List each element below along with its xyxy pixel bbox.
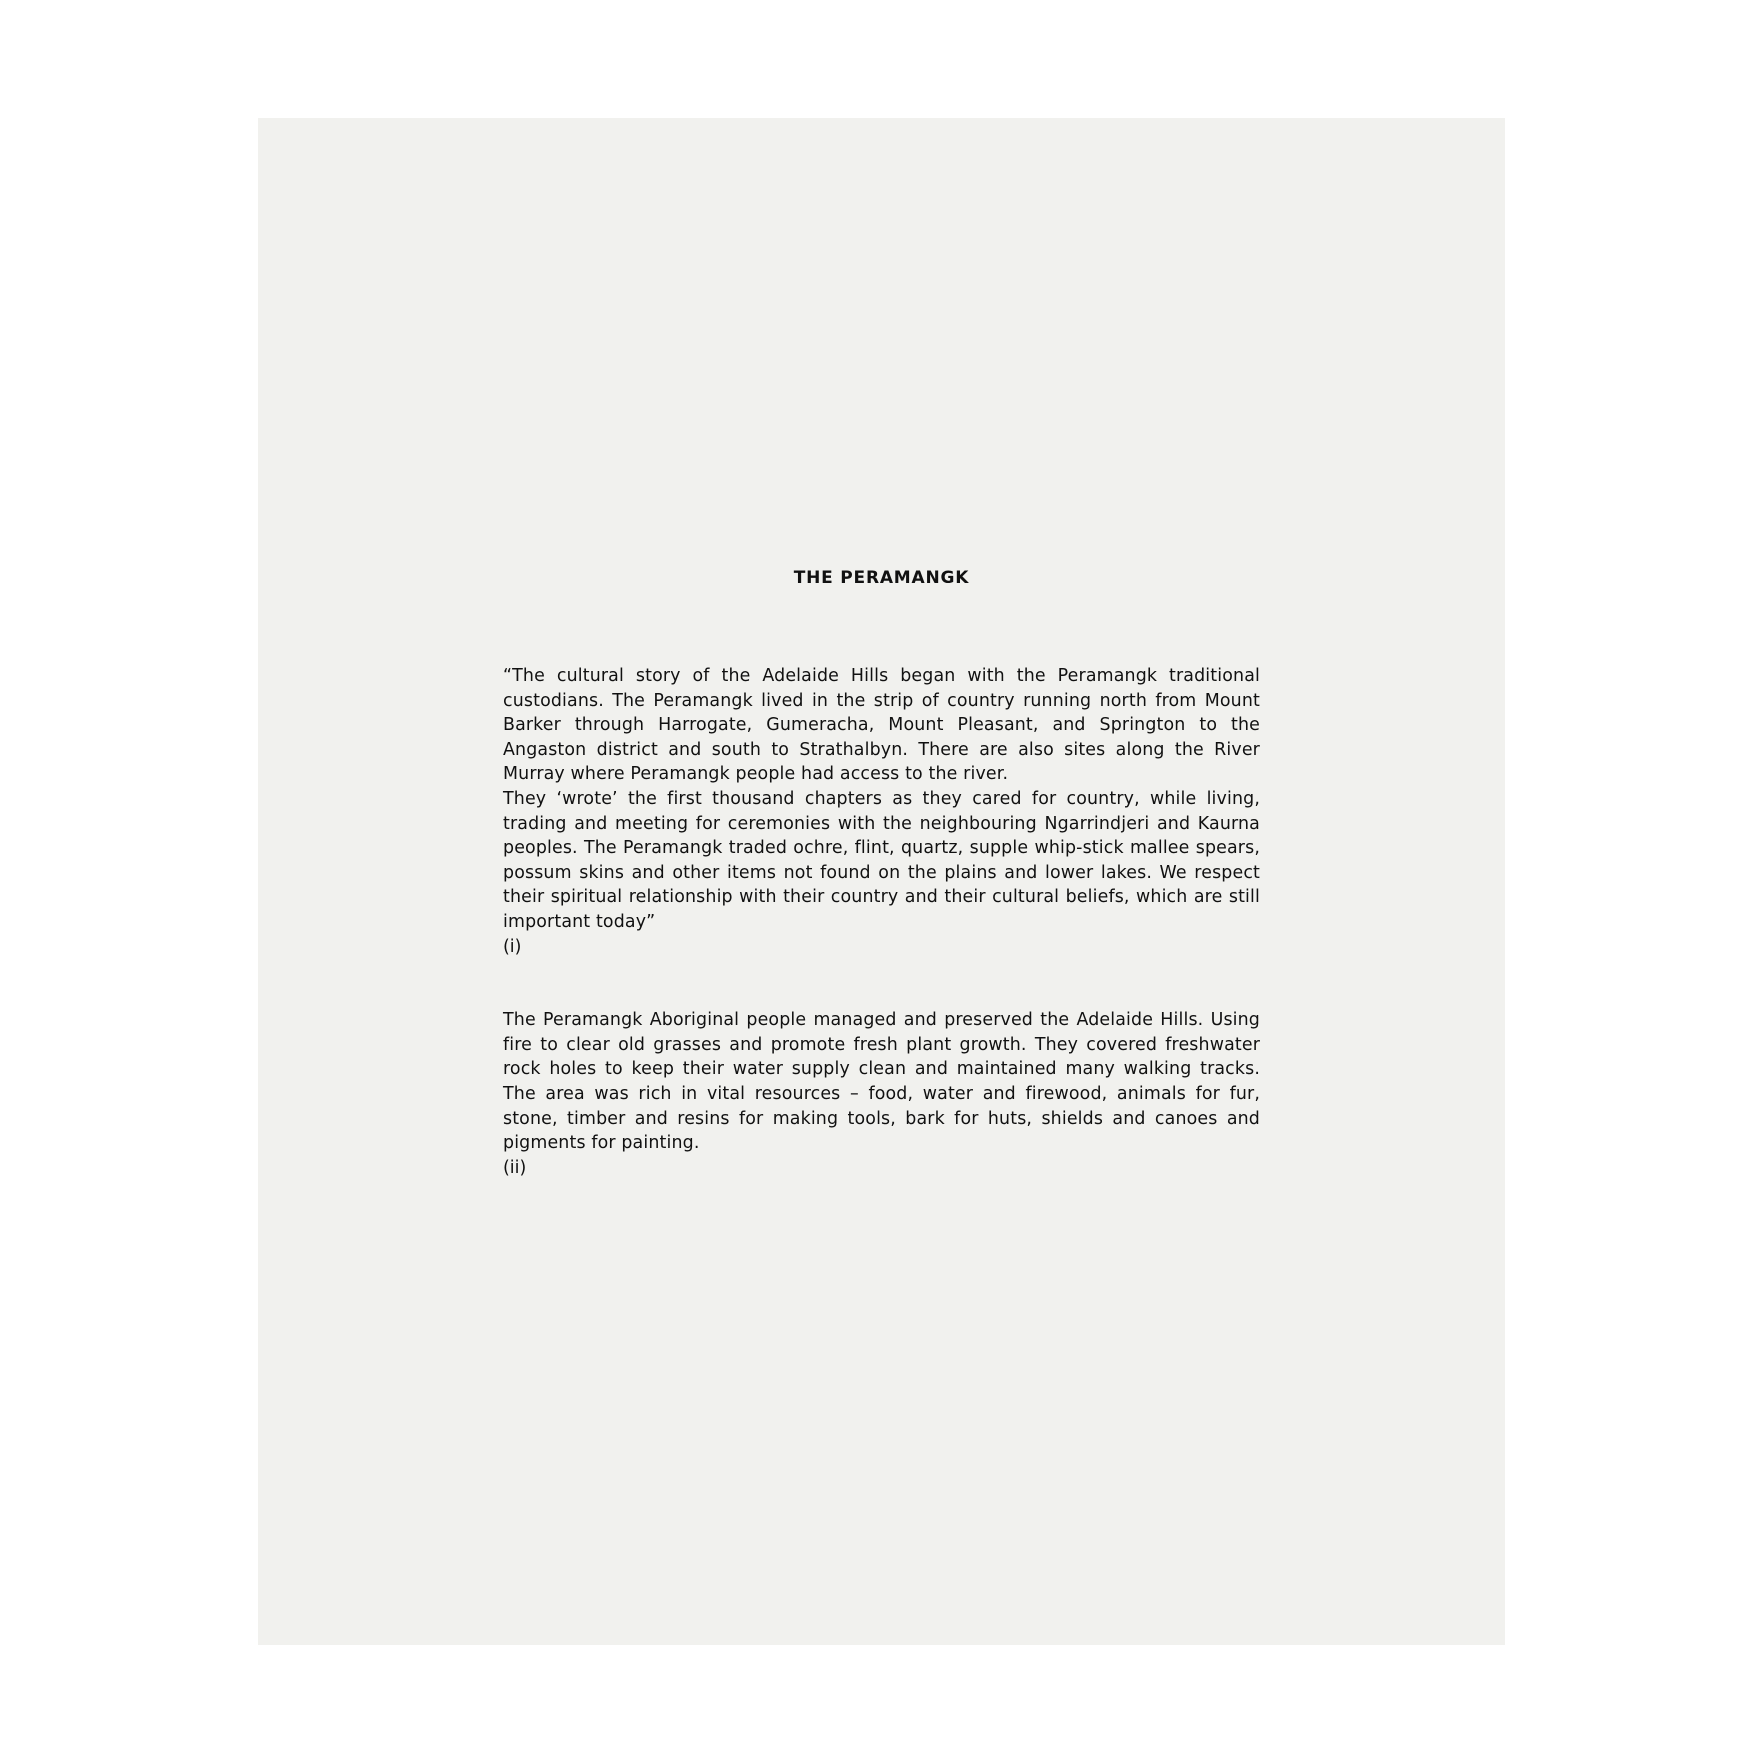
body-block: [503, 1008, 1260, 1180]
quote-block: [503, 664, 1260, 959]
quote-paragraph-1: “The cultural story of the Adelaide Hills began with the Peramangk traditional custodians. The Peramangk lived in the strip of country running north from Mount Barker through Harrogate, Gumeracha, Mount Pleasant, and Springton to the Angaston district and south to Strathalbyn. There are also sites along the River Murray where Peramangk people had access to the river.: [503, 666, 1260, 785]
quote-reference: (i): [503, 936, 522, 957]
body-paragraph: The Peramangk Aboriginal people managed and preserved the Adelaide Hills. Using fire to clear old grasses and promote fresh plant growth. They covered freshwater rock holes to keep their water supply clean and maintained many walking tracks. The area was rich in vital resources – food, water and firewood, animals for fur, stone, timber and resins for making tools, bark for huts, shields and canoes and pigments for painting.: [503, 1010, 1260, 1154]
page-title: THE PERAMANGK: [793, 568, 970, 588]
document-page: [258, 118, 1505, 1645]
body-reference: (ii): [503, 1157, 527, 1178]
document-content: [503, 566, 1260, 1180]
quote-paragraph-2: They ‘wrote’ the first thousand chapters as they cared for country, while living, trading and meeting for ceremonies with the neighbouring Ngarrindjeri and Kaurna peoples. The Peramangk traded ochre, flint, quartz, supple whip-stick mallee spears, possum skins and other items not found on the plains and lower lakes. We respect their spiritual relationship with their country and their cultural beliefs, which are still important today”: [503, 788, 1260, 932]
